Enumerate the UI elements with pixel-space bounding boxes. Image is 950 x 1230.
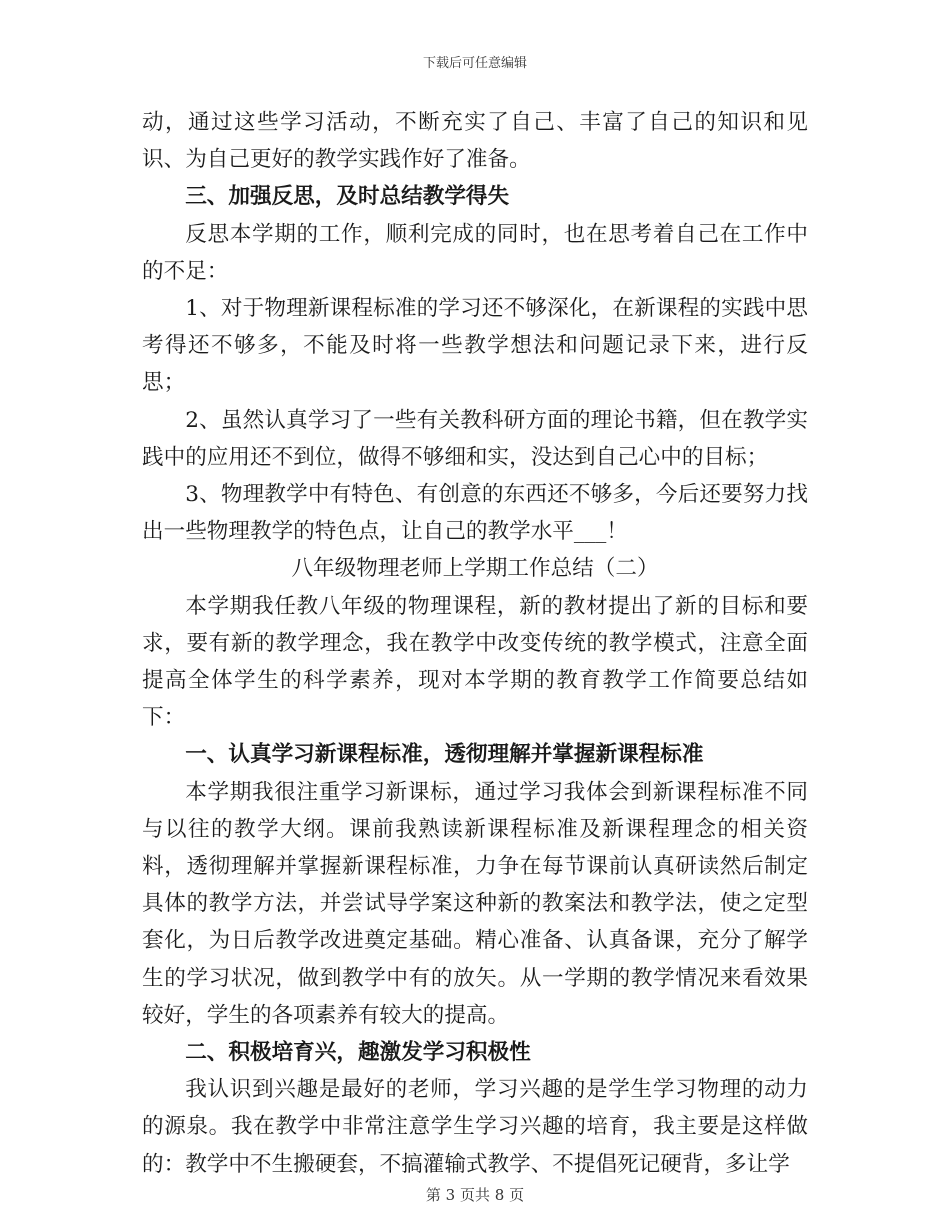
- document-title-part-2: 八年级物理老师上学期工作总结（二）: [291, 556, 659, 582]
- document-body: [142, 104, 808, 1183]
- page-header: 下载后可任意编辑: [422, 56, 527, 71]
- paragraph-point-1: 1、对于物理新课程标准的学习还不够深化，在新课程的实践中思考得还不够多，不能及时将一些教学想法和问题记录下来，进行反思；: [142, 296, 808, 396]
- section-heading-2: 二、积极培育兴，趣激发学习积极性: [185, 1040, 531, 1066]
- paragraph-continuation: 动，通过这些学习活动，不断充实了自己、丰富了自己的知识和见识、为自己更好的教学实践作好了准备。: [142, 110, 808, 173]
- page-footer: 第 3 页共 8 页: [425, 1186, 525, 1204]
- section-heading-1: 一、认真学习新课程标准，透彻理解并掌握新课程标准: [185, 742, 704, 768]
- section-heading-3: 三、加强反思，及时总结教学得失: [185, 184, 510, 210]
- paragraph-reflection-intro: 反思本学期的工作，顺利完成的同时，也在思考着自己在工作中的不足：: [142, 221, 808, 284]
- paragraph-curriculum: 本学期我很注重学习新课标，通过学习我体会到新课程标准不同与以往的教学大纲。课前我熟读新课程标准及新课程理念的相关资料，透彻理解并掌握新课程标准，力争在每节课前认真研读然后制定具体的教学方法，并尝试导学案这种新的教案法和教学法，使之定型套化，为日后教学改进奠定基础。精心准备、认真备课，充分了解学生的学习状况，做到教学中有的放矢。从一学期的教学情况来看效果较好，学生的各项素养有较大的提高。: [142, 779, 808, 1028]
- paragraph-point-3: 3、物理教学中有特色、有创意的东西还不够多，今后还要努力找出一些物理教学的特色点，让自己的教学水平___！: [142, 482, 808, 545]
- paragraph-intro-2: 本学期我任教八年级的物理课程，新的教材提出了新的目标和要求，要有新的教学理念，我在教学中改变传统的教学模式，注意全面提高全体学生的科学素养，现对本学期的教育教学工作简要总结如下：: [142, 593, 808, 731]
- paragraph-interest: 我认识到兴趣是最好的老师，学习兴趣的是学生学习物理的动力的源泉。我在教学中非常注意学生学习兴趣的培育，我主要是这样做的：教学中不生搬硬套，不搞灌输式教学、不提倡死记硬背，多让学: [142, 1077, 808, 1177]
- paragraph-point-2: 2、虽然认真学习了一些有关教科研方面的理论书籍，但在教学实践中的应用还不到位，做得不够细和实，没达到自己心中的目标；: [142, 407, 808, 470]
